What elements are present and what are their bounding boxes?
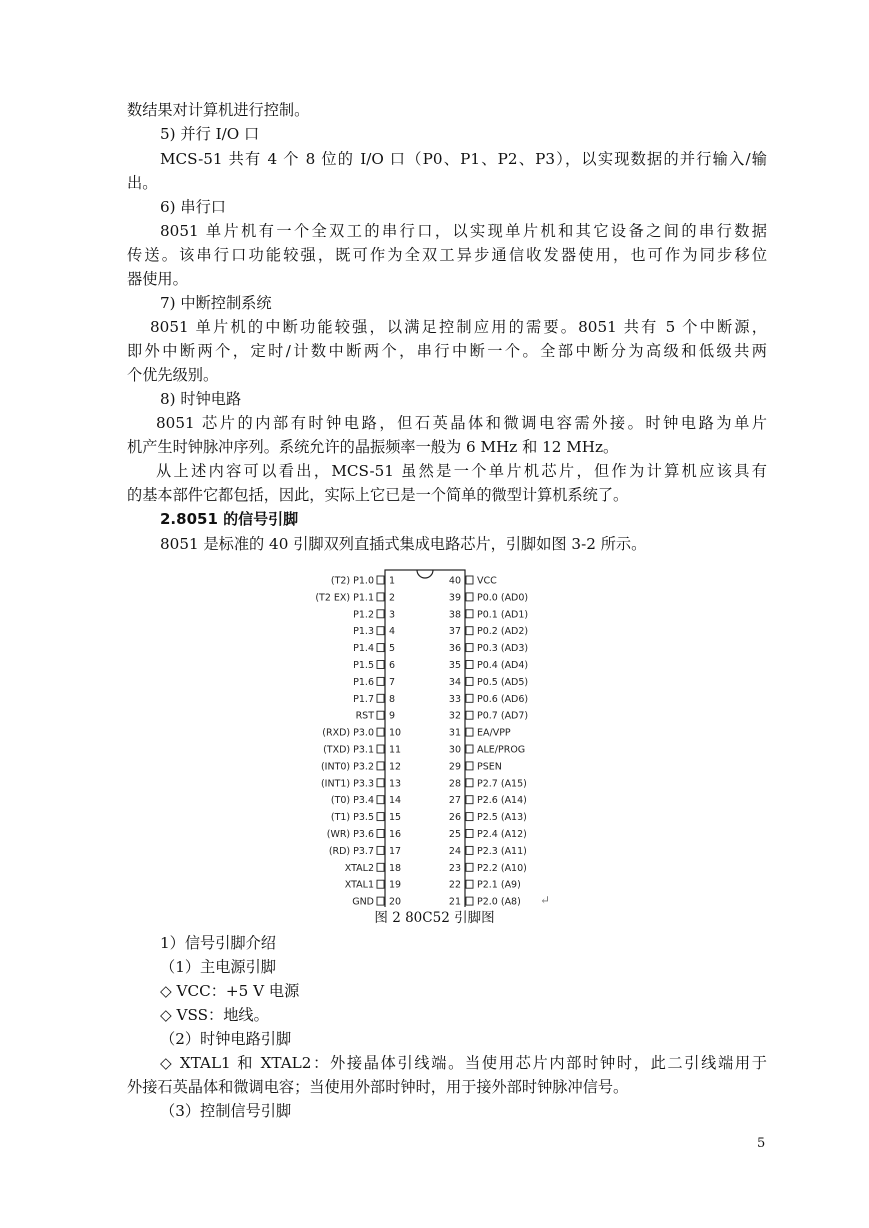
list-subheading: （2）时钟电路引脚	[160, 1030, 292, 1048]
pin-number: 35	[448, 660, 461, 671]
pin-label: (T2 EX) P1.1	[315, 592, 374, 604]
paragraph-line: 机产生时钟脉冲序列。系统允许的晶振频率一般为 6 MHz 和 12 MHz。	[127, 438, 619, 456]
pin-label: EA/VPP	[477, 727, 511, 739]
pin-number: 3	[389, 609, 396, 621]
pin-pad	[377, 677, 384, 685]
pin-label: P2.4 (A12)	[477, 829, 527, 840]
pin-label: ALE/PROG	[477, 744, 526, 756]
pin-label: P1.5	[353, 660, 374, 671]
pin-label: XTAL2	[344, 862, 374, 874]
pin-number: 23	[448, 862, 461, 874]
pin-pad	[377, 779, 384, 787]
list-item: ◇ VCC：+5 V 电源	[160, 982, 300, 1000]
pin-pad	[466, 576, 473, 584]
pin-label: P2.6 (A14)	[477, 795, 527, 807]
pin-pad	[466, 880, 473, 888]
pin-number: 16	[389, 829, 402, 840]
pin-pad	[466, 644, 473, 652]
pin-number: 13	[389, 778, 402, 790]
pin-number: 27	[448, 795, 461, 807]
pin-pad	[466, 830, 473, 838]
figure-caption: 图 2 80C52 引脚图	[374, 910, 495, 926]
pin-pad	[466, 627, 473, 635]
pin-pad	[377, 644, 384, 652]
pin-label: (INT1) P3.3	[320, 778, 374, 790]
pin-pad	[377, 762, 384, 770]
pin-pad	[466, 813, 473, 821]
pin-number: 6	[389, 660, 396, 671]
pin-pad	[377, 880, 384, 888]
pin-number: 20	[389, 896, 402, 907]
pin-number: 1	[389, 575, 396, 587]
pin-label: (T0) P3.4	[330, 795, 374, 807]
pin-label: XTAL1	[344, 879, 374, 891]
pin-label: (WR) P3.6	[326, 829, 374, 840]
pin-number: 32	[448, 710, 461, 722]
pin-number: 8	[389, 693, 396, 705]
pin-number: 37	[448, 626, 461, 638]
pin-label: RST	[355, 710, 374, 722]
section-heading-interrupt: 7) 中断控制系统	[160, 294, 272, 312]
paragraph-line: 8051 芯片的内部有时钟电路，但石英晶体和微调电容需外接。时钟电路为单片	[156, 414, 767, 432]
pin-pad	[466, 711, 473, 719]
pin-label: (TXD) P3.1	[323, 744, 374, 756]
return-mark: ↵	[540, 893, 551, 907]
pin-number: 5	[389, 643, 396, 655]
pin-pad	[466, 661, 473, 669]
pin-number: 17	[389, 845, 402, 857]
pin-number: 38	[448, 609, 461, 621]
section-heading-signal-pins: 2.8051 的信号引脚	[160, 510, 299, 528]
pin-pad	[466, 863, 473, 871]
pin-label: P0.0 (AD0)	[477, 592, 529, 604]
pin-number: 4	[389, 626, 396, 638]
pin-number: 7	[389, 676, 396, 688]
paragraph-line: 器使用。	[127, 270, 188, 288]
pin-pad	[377, 846, 384, 854]
list-heading: 1）信号引脚介绍	[160, 934, 276, 952]
section-heading-clock: 8) 时钟电路	[160, 390, 242, 408]
paragraph-line: 8051 是标准的 40 引脚双列直插式集成电路芯片，引脚如图 3-2 所示。	[160, 535, 647, 553]
pin-pad	[377, 661, 384, 669]
list-item: ◇ XTAL1 和 XTAL2：外接晶体引线端。当使用芯片内部时钟时，此二引线端用于	[160, 1054, 767, 1072]
list-subheading: （3）控制信号引脚	[160, 1102, 292, 1120]
pin-label: P2.0 (A8)	[477, 896, 521, 907]
pin-pad	[377, 593, 384, 601]
section-heading-serial-port: 6) 串行口	[160, 198, 226, 216]
list-subheading: （1）主电源引脚	[160, 958, 276, 976]
pin-label: P0.5 (AD5)	[477, 676, 529, 688]
pin-label: GND	[352, 896, 374, 907]
pin-label: P0.4 (AD4)	[477, 660, 529, 671]
pin-pad	[377, 627, 384, 635]
pin-pad	[377, 576, 384, 584]
paragraph-line: 即外中断两个，定时/计数中断两个，串行中断一个。全部中断分为高级和低级共两	[127, 342, 767, 360]
paragraph-line: 数结果对计算机进行控制。	[127, 101, 310, 119]
pin-pad	[377, 830, 384, 838]
pin-number: 12	[389, 761, 402, 773]
pin-number: 21	[448, 896, 461, 907]
pin-number: 18	[389, 862, 402, 874]
pin-number: 34	[448, 676, 461, 688]
pin-number: 28	[448, 778, 461, 790]
pin-number: 39	[448, 592, 461, 604]
pin-label: P1.3	[353, 626, 374, 638]
pin-label: P0.6 (AD6)	[477, 693, 529, 705]
pin-label: P1.7	[353, 693, 374, 705]
pin-label: P2.3 (A11)	[477, 845, 527, 857]
pin-number: 31	[448, 727, 461, 739]
pin-number: 2	[389, 592, 396, 604]
pin-label: (RD) P3.7	[328, 845, 374, 857]
paragraph-line: 出。	[127, 174, 158, 192]
pin-number: 15	[389, 812, 402, 824]
pin-label: P0.1 (AD1)	[477, 609, 529, 621]
pin-label: (INT0) P3.2	[320, 761, 374, 773]
pin-pad	[466, 593, 473, 601]
pin-pad	[466, 610, 473, 618]
section-heading-parallel-io: 5) 并行 I/O 口	[160, 125, 260, 143]
pinout-figure	[300, 562, 560, 907]
pinout-diagram	[300, 562, 560, 907]
pin-label: PSEN	[477, 761, 502, 773]
pin-label: (RXD) P3.0	[322, 727, 374, 739]
pin-number: 30	[448, 744, 461, 756]
pin-pad	[466, 796, 473, 804]
paragraph-line: 的基本部件它都包括，因此，实际上它已是一个简单的微型计算机系统了。	[127, 486, 629, 504]
paragraph-line: 8051 单片机有一个全双工的串行口，以实现单片机和其它设备之间的串行数据	[160, 222, 767, 240]
pin-label: P2.7 (A15)	[477, 778, 527, 790]
pin-label: P1.4	[353, 643, 374, 655]
pin-number: 33	[448, 693, 461, 705]
pin-number: 14	[389, 795, 402, 807]
pin-pad	[377, 610, 384, 618]
pin-label: (T1) P3.5	[330, 812, 374, 824]
pin-pad	[466, 846, 473, 854]
pin-label: P2.1 (A9)	[477, 879, 521, 891]
pin-pad	[377, 897, 384, 905]
pin-pad	[377, 813, 384, 821]
paragraph-line: 8051 单片机的中断功能较强，以满足控制应用的需要。8051 共有 5 个中断源，	[150, 318, 767, 336]
pin-number: 19	[389, 879, 402, 891]
pin-pad	[377, 728, 384, 736]
pin-label: VCC	[477, 575, 497, 587]
pin-pad	[377, 711, 384, 719]
paragraph-line: 外接石英晶体和微调电容；当使用外部时钟时，用于接外部时钟脉冲信号。	[127, 1078, 629, 1096]
paragraph-line: 传送。该串行口功能较强，既可作为全双工异步通信收发器使用，也可作为同步移位	[127, 246, 767, 264]
list-item: ◇ VSS：地线。	[160, 1006, 269, 1024]
pin-pad	[377, 863, 384, 871]
paragraph-line: 从上述内容可以看出，MCS-51 虽然是一个单片机芯片，但作为计算机应该具有	[156, 462, 767, 480]
pin-label: P2.2 (A10)	[477, 862, 527, 874]
pin-pad	[466, 897, 473, 905]
pin-pad	[466, 762, 473, 770]
pin-number: 25	[448, 829, 461, 840]
pin-pad	[377, 694, 384, 702]
pin-number: 36	[448, 643, 461, 655]
pin-number: 24	[448, 845, 461, 857]
pin-number: 10	[389, 727, 402, 739]
pin-number: 9	[389, 710, 396, 722]
pin-label: P1.6	[353, 676, 374, 688]
pin-pad	[377, 745, 384, 753]
paragraph-line: MCS-51 共有 4 个 8 位的 I/O 口（P0、P1、P2、P3），以实现数据的并行输入/输	[160, 150, 767, 168]
pin-label: P2.5 (A13)	[477, 812, 527, 824]
pin-pad	[466, 694, 473, 702]
page-number: 5	[757, 1136, 766, 1151]
pin-label: P0.7 (AD7)	[477, 710, 529, 722]
pin-label: P0.2 (AD2)	[477, 626, 529, 638]
pin-number: 11	[389, 744, 402, 756]
pin-pad	[466, 745, 473, 753]
pin-pad	[466, 677, 473, 685]
pin-label: P0.3 (AD3)	[477, 643, 529, 655]
pin-pad	[377, 796, 384, 804]
pin-number: 26	[448, 812, 461, 824]
pin-number: 40	[448, 575, 461, 587]
pin-number: 22	[448, 879, 461, 891]
paragraph-line: 个优先级别。	[127, 366, 219, 384]
pin-label: P1.2	[353, 609, 374, 621]
pin-pad	[466, 728, 473, 736]
pin-pad	[466, 779, 473, 787]
pin-label: (T2) P1.0	[330, 575, 374, 587]
pin-number: 29	[448, 761, 461, 773]
